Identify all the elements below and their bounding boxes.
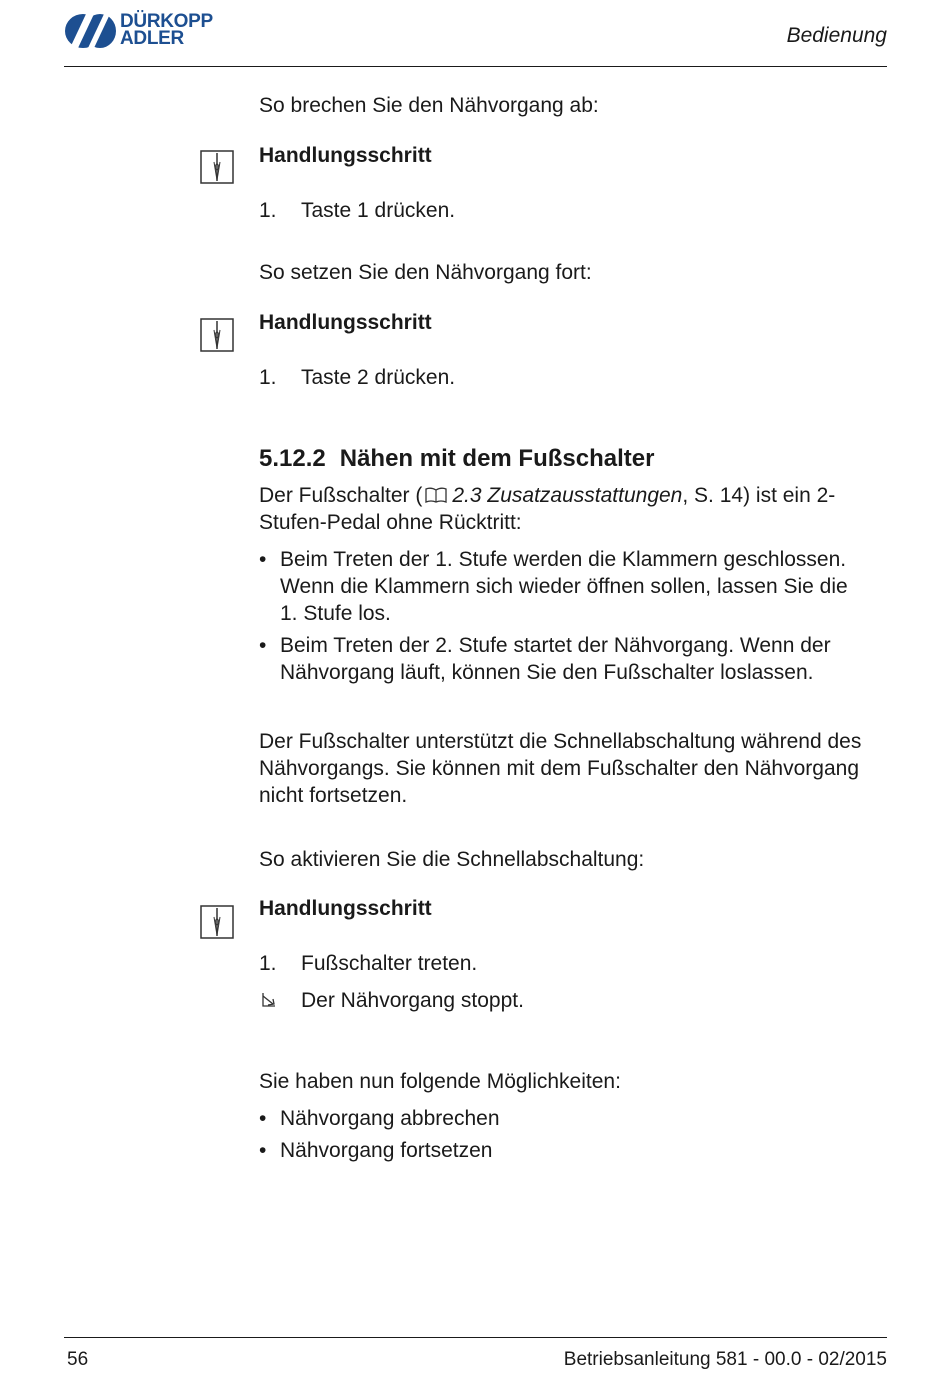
needle-step-icon xyxy=(200,905,234,939)
footer-divider xyxy=(64,1337,887,1338)
section-title: Nähen mit dem Fußschalter xyxy=(339,445,655,472)
intro-activate: So aktivieren Sie die Schnellabschaltung: xyxy=(259,848,645,871)
steps-title: Handlungsschritt xyxy=(259,311,432,334)
list-item: Nähvorgang abbrechen xyxy=(280,1107,500,1130)
paragraph-line: Stufen-Pedal ohne Rücktritt: xyxy=(259,511,522,534)
step-number: 1. xyxy=(259,952,277,975)
intro-continue: So setzen Sie den Nähvorgang fort: xyxy=(259,261,592,284)
intro-abort: So brechen Sie den Nähvorgang ab: xyxy=(259,94,599,117)
brand-logo xyxy=(64,10,234,50)
bullet-marker: • xyxy=(259,1107,267,1130)
paragraph-line: Nähvorgangs. Sie können mit dem Fußschalter den Nähvorgang xyxy=(259,757,859,780)
duerkopp-adler-logo-icon xyxy=(64,10,116,50)
step-number: 1. xyxy=(259,366,277,389)
list-item-line: 1. Stufe los. xyxy=(280,602,391,625)
para-suffix: , S. 14) ist ein 2- xyxy=(682,484,836,507)
step-text: Taste 2 drücken. xyxy=(301,366,456,389)
paragraph-footswitch xyxy=(259,482,835,509)
bullet-marker: • xyxy=(259,634,267,657)
brand-line-2: ADLER xyxy=(120,28,184,49)
header-section-title: Bedienung xyxy=(786,24,887,47)
paragraph-line: nicht fortsetzen. xyxy=(259,784,408,807)
section-heading xyxy=(259,445,654,473)
bullet-marker: • xyxy=(259,1139,267,1162)
paragraph-line: Der Fußschalter unterstützt die Schnellabschaltung während des xyxy=(259,730,862,753)
steps-title: Handlungsschritt xyxy=(259,144,432,167)
options-intro: Sie haben nun folgende Möglichkeiten: xyxy=(259,1070,621,1093)
list-item-line: Beim Treten der 2. Stufe startet der Nähvorgang. Wenn der xyxy=(280,634,831,657)
step-number: 1. xyxy=(259,199,277,222)
list-item xyxy=(280,632,831,686)
steps-title: Handlungsschritt xyxy=(259,897,432,920)
result-arrow-icon xyxy=(261,992,277,1008)
needle-step-icon xyxy=(200,318,234,352)
bullet-marker: • xyxy=(259,548,267,571)
header-divider xyxy=(64,66,887,67)
book-reference-icon xyxy=(424,486,448,504)
list-item: Nähvorgang fortsetzen xyxy=(280,1139,493,1162)
needle-step-icon xyxy=(200,150,234,184)
document-reference: Betriebsanleitung 581 - 00.0 - 02/2015 xyxy=(563,1349,887,1370)
list-item xyxy=(280,546,848,627)
paragraph-quick-stop xyxy=(259,728,861,809)
list-item-line: Nähvorgang läuft, können Sie den Fußschalter loslassen. xyxy=(280,661,814,684)
cross-reference-link[interactable]: 2.3 Zusatzausstattungen xyxy=(452,484,683,507)
brand-name xyxy=(120,13,213,47)
page-number: 56 xyxy=(67,1349,89,1370)
result-text: Der Nähvorgang stoppt. xyxy=(301,989,524,1012)
brand-line-1: DÜRKOPP xyxy=(120,11,213,32)
section-number: 5.12.2 xyxy=(259,445,326,472)
list-item-line: Beim Treten der 1. Stufe werden die Klammern geschlossen. xyxy=(280,548,847,571)
list-item-line: Wenn die Klammern sich wieder öffnen sollen, lassen Sie die xyxy=(280,575,848,598)
step-text: Fußschalter treten. xyxy=(301,952,478,975)
step-text: Taste 1 drücken. xyxy=(301,199,456,222)
para-prefix: Der Fußschalter ( xyxy=(259,484,423,507)
